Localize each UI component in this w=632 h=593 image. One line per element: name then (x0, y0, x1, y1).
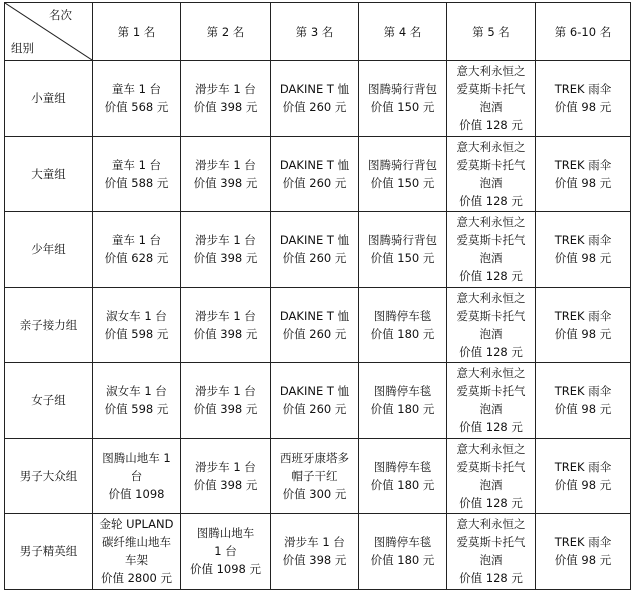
prize-cell-line: 滑步车 1 台 (284, 535, 345, 550)
table-row (5, 287, 631, 363)
prize-cell-line: 价值 98 元 (554, 326, 612, 341)
prize-cell (447, 287, 536, 363)
prize-cell (181, 363, 271, 439)
prize-cell (447, 61, 536, 137)
prize-cell-line: 价值 260 元 (282, 326, 347, 341)
prize-cell-line: 泡酒 (479, 477, 503, 492)
prize-cell-line: 车架 (125, 553, 148, 568)
prize-cell (536, 363, 631, 439)
prize-cell (536, 61, 631, 137)
prize-cell-line: 爱莫斯卡托气 (456, 535, 526, 550)
group-name-cell: 少年组 (5, 212, 93, 288)
prize-cell (536, 514, 631, 590)
column-header-6: 第 6-10 名 (536, 3, 631, 61)
table-row (5, 136, 631, 212)
prize-cell-line: 西班牙康塔多 (280, 450, 349, 465)
prize-cell (93, 287, 181, 363)
prize-cell-line: 价值 98 元 (554, 100, 612, 115)
prize-cell (359, 438, 447, 514)
prize-cell-line: 价值 260 元 (282, 251, 347, 266)
prize-cell-line: 价值 180 元 (370, 326, 435, 341)
prize-cell-line: 价值 150 元 (370, 175, 435, 190)
header-row (5, 3, 631, 61)
prize-cell-line: 价值 98 元 (554, 175, 612, 190)
prize-cell (271, 438, 359, 514)
prize-cell-line: 意大利永恒之 (456, 139, 526, 154)
prize-cell-line: 价值 128 元 (459, 344, 523, 359)
prize-cell (359, 136, 447, 212)
prize-cell (536, 212, 631, 288)
prize-cell (447, 438, 536, 514)
group-name-cell: 男子大众组 (5, 438, 93, 514)
prize-cell-line: 爱莫斯卡托气 (456, 157, 526, 172)
prize-cell (271, 363, 359, 439)
prize-cell-line: 意大利永恒之 (456, 290, 526, 305)
prize-cell-line: 价值 180 元 (370, 553, 435, 568)
prize-cell (181, 438, 271, 514)
prize-cell-line: 图腾停车毯 (373, 459, 432, 474)
prize-cell-line: 爱莫斯卡托气 (456, 233, 526, 248)
prize-cell (536, 136, 631, 212)
column-header-3: 第 3 名 (271, 3, 359, 61)
column-header-4: 第 4 名 (359, 3, 447, 61)
prize-cell-line: 图腾骑行背包 (368, 82, 437, 97)
prize-cell-line: 价值 260 元 (282, 100, 347, 115)
prize-cell-line: 价值 128 元 (459, 193, 523, 208)
prize-cell (181, 136, 271, 212)
prize-cell-line: 爱莫斯卡托气 (456, 384, 526, 399)
prize-cell-line: 价值 398 元 (282, 553, 347, 568)
prize-cell-line: 图腾骑行背包 (368, 157, 437, 172)
prize-cell-line: 意大利永恒之 (456, 64, 526, 79)
corner-rank-label: 名次 (49, 8, 72, 22)
prize-cell-line: 意大利永恒之 (456, 517, 526, 532)
prize-cell-line: 价值 128 元 (459, 571, 523, 586)
prize-cell-line: 价值 98 元 (554, 477, 612, 492)
prize-cell (181, 287, 271, 363)
prize-cell-line: 价值 628 元 (104, 251, 169, 266)
prize-cell-line: 滑步车 1 台 (195, 157, 256, 172)
prize-cell-line: DAKINE T 恤 (279, 82, 350, 97)
prize-cell-line: 童车 1 台 (111, 157, 162, 172)
prize-cell-line: 淑女车 1 台 (106, 384, 167, 399)
prize-cell-line: 碳纤维山地车 (102, 535, 171, 550)
prize-cell-line: DAKINE T 恤 (279, 157, 350, 172)
prize-cell (447, 212, 536, 288)
prize-cell-line: 图腾停车毯 (373, 535, 432, 550)
group-name-cell: 男子精英组 (5, 514, 93, 590)
prize-cell-line: TREK 雨伞 (554, 308, 612, 323)
group-name-cell: 女子组 (5, 363, 93, 439)
prize-table (4, 2, 631, 590)
corner-group-label: 组别 (11, 41, 34, 55)
prize-cell (447, 514, 536, 590)
prize-cell (536, 287, 631, 363)
table-row (5, 212, 631, 288)
prize-cell-line: 价值 98 元 (554, 553, 612, 568)
prize-cell (93, 438, 181, 514)
prize-cell-line: 价值 398 元 (193, 175, 258, 190)
prize-cell-line: 价值 598 元 (104, 402, 169, 417)
prize-cell (359, 61, 447, 137)
prize-cell-line: 价值 260 元 (282, 175, 347, 190)
prize-cell-line: 价值 98 元 (554, 251, 612, 266)
prize-cell (93, 61, 181, 137)
prize-cell-line: DAKINE T 恤 (279, 233, 350, 248)
prize-cell-line: 淑女车 1 台 (106, 308, 167, 323)
prize-cell-line: 价值 598 元 (104, 326, 169, 341)
prize-cell-line: 图腾停车毯 (373, 308, 432, 323)
prize-cell (181, 514, 271, 590)
column-header-5: 第 5 名 (447, 3, 536, 61)
prize-cell-line: 价值 398 元 (193, 251, 258, 266)
prize-cell (181, 61, 271, 137)
group-name-cell: 亲子接力组 (5, 287, 93, 363)
prize-cell-line: 金轮 UPLAND (99, 517, 174, 532)
group-name-cell: 大童组 (5, 136, 93, 212)
prize-cell-line: 价值 150 元 (370, 251, 435, 266)
prize-cell (536, 438, 631, 514)
prize-cell-line: 价值 588 元 (104, 175, 169, 190)
prize-cell-line: 意大利永恒之 (456, 441, 526, 456)
prize-cell-line: 帽子干红 (291, 468, 338, 483)
prize-cell-line: 泡酒 (479, 100, 503, 115)
prize-cell-line: TREK 雨伞 (554, 233, 612, 248)
prize-cell (271, 212, 359, 288)
prize-cell-line: 价值 1098 (108, 486, 165, 501)
prize-cell-line: 泡酒 (479, 175, 503, 190)
prize-cell-line: 台 (130, 468, 143, 483)
prize-cell-line: 滑步车 1 台 (195, 82, 256, 97)
prize-cell (447, 136, 536, 212)
prize-cell-line: 价值 398 元 (193, 100, 258, 115)
prize-cell-line: DAKINE T 恤 (279, 384, 350, 399)
table-row (5, 61, 631, 137)
prize-cell-line: 滑步车 1 台 (195, 384, 256, 399)
prize-cell-line: 意大利永恒之 (456, 366, 526, 381)
table-row (5, 438, 631, 514)
prize-cell-line: 泡酒 (479, 326, 503, 341)
table-row (5, 514, 631, 590)
prize-cell-line: 价值 180 元 (370, 402, 435, 417)
prize-cell-line: 价值 300 元 (282, 486, 347, 501)
table-row (5, 363, 631, 439)
prize-cell-line: 图腾停车毯 (373, 384, 432, 399)
prize-cell (271, 514, 359, 590)
prize-cell-line: 泡酒 (479, 402, 503, 417)
prize-cell-line: 价值 180 元 (370, 477, 435, 492)
prize-cell-line: 爱莫斯卡托气 (456, 308, 526, 323)
prize-cell-line: 童车 1 台 (111, 82, 162, 97)
column-header-1: 第 1 名 (93, 3, 181, 61)
prize-cell-line: 价值 98 元 (554, 402, 612, 417)
prize-cell-line: 爱莫斯卡托气 (456, 459, 526, 474)
prize-cell-line: 1 台 (214, 544, 237, 559)
prize-cell-line: 价值 260 元 (282, 402, 347, 417)
prize-cell-line: 价值 128 元 (459, 118, 523, 133)
prize-cell-line: 价值 568 元 (104, 100, 169, 115)
corner-header-cell (5, 3, 93, 61)
prize-cell-line: TREK 雨伞 (554, 82, 612, 97)
prize-cell-line: 价值 128 元 (459, 420, 523, 435)
prize-cell-line: DAKINE T 恤 (279, 308, 350, 323)
prize-cell-line: TREK 雨伞 (554, 459, 612, 474)
prize-cell (93, 136, 181, 212)
prize-cell-line: 图腾山地车 (196, 526, 255, 541)
prize-cell (359, 287, 447, 363)
prize-cell (447, 363, 536, 439)
prize-cell-line: 价值 398 元 (193, 402, 258, 417)
prize-cell-line: TREK 雨伞 (554, 535, 612, 550)
prize-cell-line: 泡酒 (479, 251, 503, 266)
prize-cell (93, 363, 181, 439)
prize-cell (93, 514, 181, 590)
prize-cell-line: TREK 雨伞 (554, 384, 612, 399)
prize-cell-line: 图腾山地车 1 (102, 450, 171, 465)
prize-cell (359, 212, 447, 288)
prize-cell (271, 61, 359, 137)
prize-cell-line: 意大利永恒之 (456, 215, 526, 230)
prize-cell-line: 价值 398 元 (193, 477, 258, 492)
prize-cell-line: TREK 雨伞 (554, 157, 612, 172)
prize-cell-line: 泡酒 (479, 553, 503, 568)
prize-cell-line: 滑步车 1 台 (195, 459, 256, 474)
prize-cell-line: 价值 398 元 (193, 326, 258, 341)
prize-cell-line: 爱莫斯卡托气 (456, 82, 526, 97)
prize-cell-line: 童车 1 台 (111, 233, 162, 248)
prize-cell (93, 212, 181, 288)
column-header-2: 第 2 名 (181, 3, 271, 61)
prize-cell-line: 价值 1098 元 (189, 562, 262, 577)
prize-cell-line: 滑步车 1 台 (195, 308, 256, 323)
table-body (5, 61, 631, 590)
prize-cell-line: 图腾骑行背包 (368, 233, 437, 248)
prize-cell (271, 287, 359, 363)
prize-cell-line: 价值 150 元 (370, 100, 435, 115)
prize-cell-line: 价值 2800 元 (100, 571, 173, 586)
prize-cell (271, 136, 359, 212)
prize-table-container (4, 2, 631, 590)
prize-cell-line: 滑步车 1 台 (195, 233, 256, 248)
prize-cell-line: 价值 128 元 (459, 269, 523, 284)
prize-cell-line: 价值 128 元 (459, 495, 523, 510)
prize-cell (181, 212, 271, 288)
prize-cell (359, 514, 447, 590)
prize-cell (359, 363, 447, 439)
group-name-cell: 小童组 (5, 61, 93, 137)
